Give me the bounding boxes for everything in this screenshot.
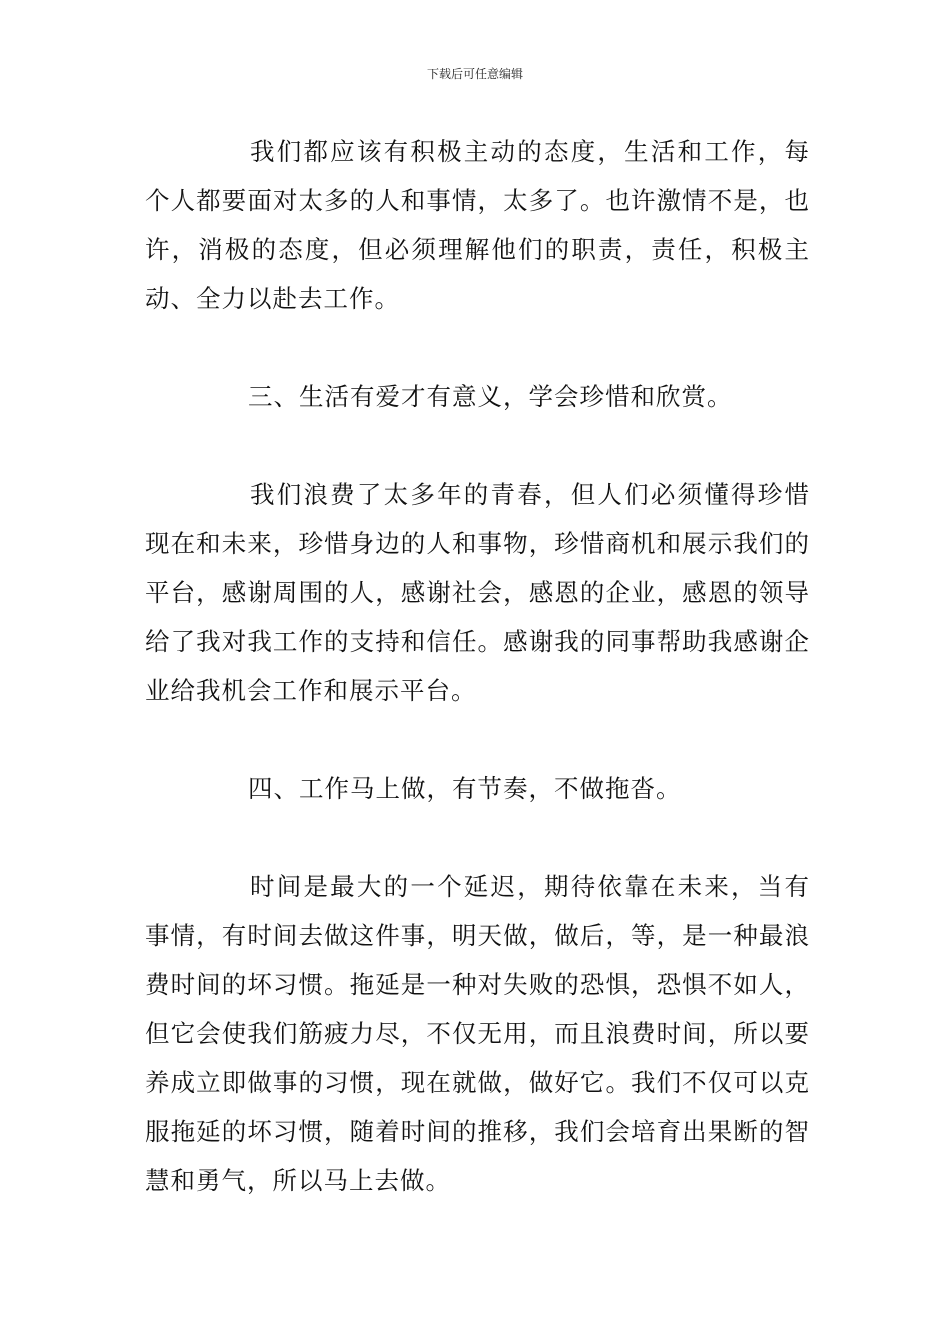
- document-body: [145, 127, 810, 1205]
- section-heading-three: 三、生活有爱才有意义，学会珍惜和欣赏。: [248, 382, 733, 411]
- paragraph-spacer: [145, 813, 810, 862]
- section-heading-four: 四、工作马上做，有节奏，不做拖沓。: [248, 774, 682, 803]
- paragraph-gratitude: 我们浪费了太多年的青春，但人们必须懂得珍惜现在和未来，珍惜身边的人和事物，珍惜商机和展示我们的平台，感谢周围的人，感谢社会，感恩的企业，感恩的领导给了我对我工作的支持和信任。感谢我的同事帮助我感谢企业给我机会工作和展示平台。: [145, 480, 810, 705]
- paragraph-spacer: [145, 715, 810, 764]
- paragraph-attitude: 我们都应该有积极主动的态度，生活和工作，每个人都要面对太多的人和事情，太多了。也许激情不是，也许，消极的态度，但必须理解他们的职责，责任，积极主动、全力以赴去工作。: [145, 137, 810, 313]
- page-header-note: 下载后可任意编辑: [426, 67, 523, 81]
- paragraph-procrastination: 时间是最大的一个延迟，期待依靠在未来，当有事情，有时间去做这件事，明天做，做后，等，是一种最浪费时间的坏习惯。拖延是一种对失败的恐惧，恐惧不如人，但它会使我们筋疲力尽，不仅无用，而且浪费时间，所以要养成立即做事的习惯，现在就做，做好它。我们不仅可以克服拖延的坏习惯，随着时间的推移，我们会培育出果断的智慧和勇气，所以马上去做。: [145, 872, 810, 1195]
- paragraph-spacer: [145, 421, 810, 470]
- paragraph-spacer: [145, 323, 810, 372]
